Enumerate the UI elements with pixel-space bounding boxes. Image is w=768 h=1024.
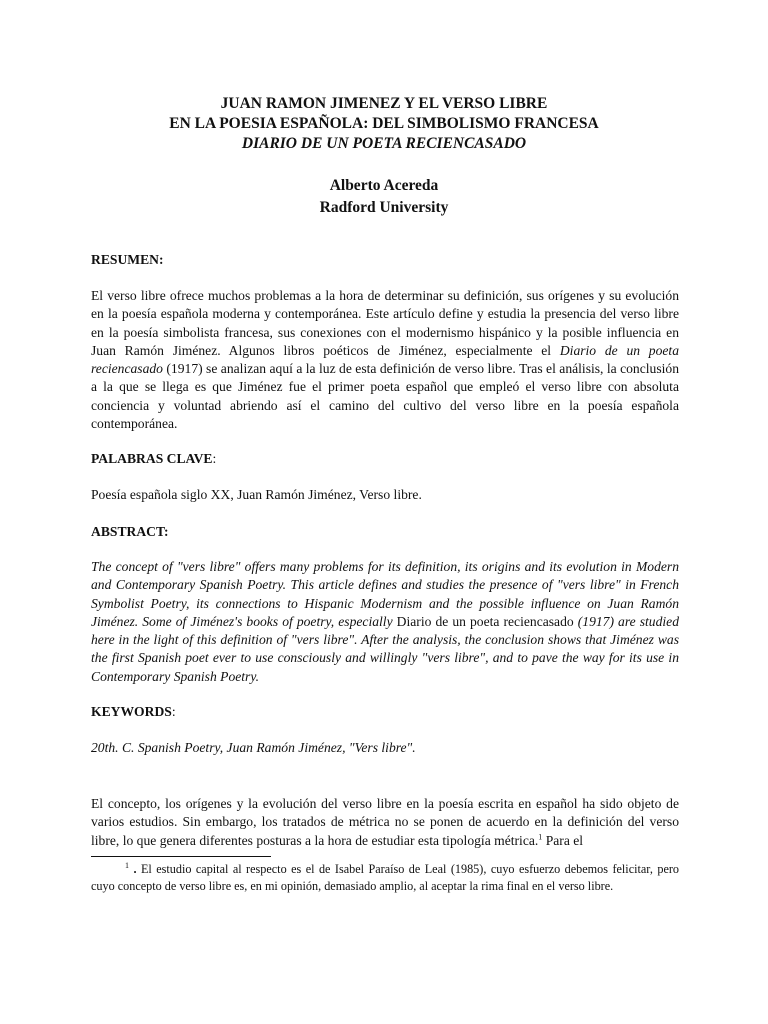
keywords-heading [91,703,679,721]
resumen-text-a: El verso libre ofrece muchos problemas a la hora de determinar su definición, sus orígenes y su evolución en la poesía española moderna y contemporánea. Este artículo define y estudia la presencia del verso libre en la poesía simbolista francesa, sus conexiones con el modernismo hispánico y la posible influencia en Juan Ramón Jiménez. Algunos libros poéticos de Jiménez, especialmente el [91,288,679,358]
author-affiliation: Radford University [319,199,449,216]
title-line-1: JUAN RAMON JIMENEZ Y EL VERSO LIBRE [220,95,548,112]
palabras-clave-label: PALABRAS CLAVE [91,451,213,466]
abstract-text-roman: Diario de un poeta reciencasado [392,613,578,629]
abstract-heading: ABSTRACT: [91,524,169,539]
title-line-3: DIARIO DE UN POETA RECIENCASADO [241,135,527,152]
article-title [0,94,768,154]
intro-text-a: El concepto, los orígenes y la evolución del verso libre en la poesía escrita en español ha sido objeto de varios estudios. Sin embargo, los tratados de métrica no se ponen de acuerdo en la definición del verso libre, lo que genera diferentes posturas a la hora de estudiar esta tipología métrica. [91,796,679,848]
keywords-label: KEYWORDS [91,704,172,719]
intro-text-b: Para el [542,832,584,848]
footnote-text: El estudio capital al respecto es el de Isabel Paraíso de Leal (1985), cuyo esfuerzo debemos felicitar, pero cuyo concepto de verso libre es, en mi opinión, demasiado amplio, al aceptar la rima final en el verso libre. [91,862,680,893]
footnote-separator [91,856,271,857]
footnote-ref[interactable]: 1 [538,832,543,842]
author-name: Alberto Acereda [329,177,439,194]
footnote-number: 1 [125,860,129,870]
palabras-clave-colon: : [212,451,217,466]
abstract-text-b: (1917) are studied here in the light of this definition of "vers libre". After the analysis, the conclusion shows that Jiménez was the first Spanish poet ever to use consciously and willingly "vers libre", and to pave the way for its use in Contemporary Spanish Poetry. [91,613,679,684]
keywords-colon: : [171,704,176,719]
palabras-clave-text: Poesía española siglo XX, Juan Ramón Jiménez, Verso libre. [91,487,422,502]
title-line-2: EN LA POESIA ESPAÑOLA: DEL SIMBOLISMO FRANCESA [169,115,599,132]
resumen-text-b: (1917) se analizan aquí a la luz de esta definición de verso libre. Tras el análisis, la conclusión a la que se llega es que Jiménez fue el primer poeta español que empleó el verso libre con absoluta conciencia y voluntad abriendo así el camino del cultivo del verso libre en la poesía española contemporánea. [91,361,679,432]
keywords-text: 20th. C. Spanish Poetry, Juan Ramón Jiménez, "Vers libre". [91,740,416,755]
resumen-paragraph [91,287,679,433]
palabras-clave-heading [91,450,679,468]
intro-paragraph [91,795,679,850]
author-block [0,175,768,219]
abstract-paragraph [91,558,679,686]
footnote-marker [91,862,141,876]
resumen-text-italic: Diario de un poeta reciencasado [91,342,679,377]
resumen-heading: RESUMEN: [91,252,164,267]
abstract-text-a: The concept of "vers libre" offers many problems for its definition, its origins and its evolution in Modern and Contemporary Spanish Poetry. This article defines and studies the presence of "vers libre" in French Symbolist Poetry, its connections to Hispanic Modernism and the possible influence on Juan Ramón Jiménez. Some of Jiménez's books of poetry, especially [91,559,679,629]
footnote-dot: . [129,862,141,876]
footnote [91,861,679,895]
